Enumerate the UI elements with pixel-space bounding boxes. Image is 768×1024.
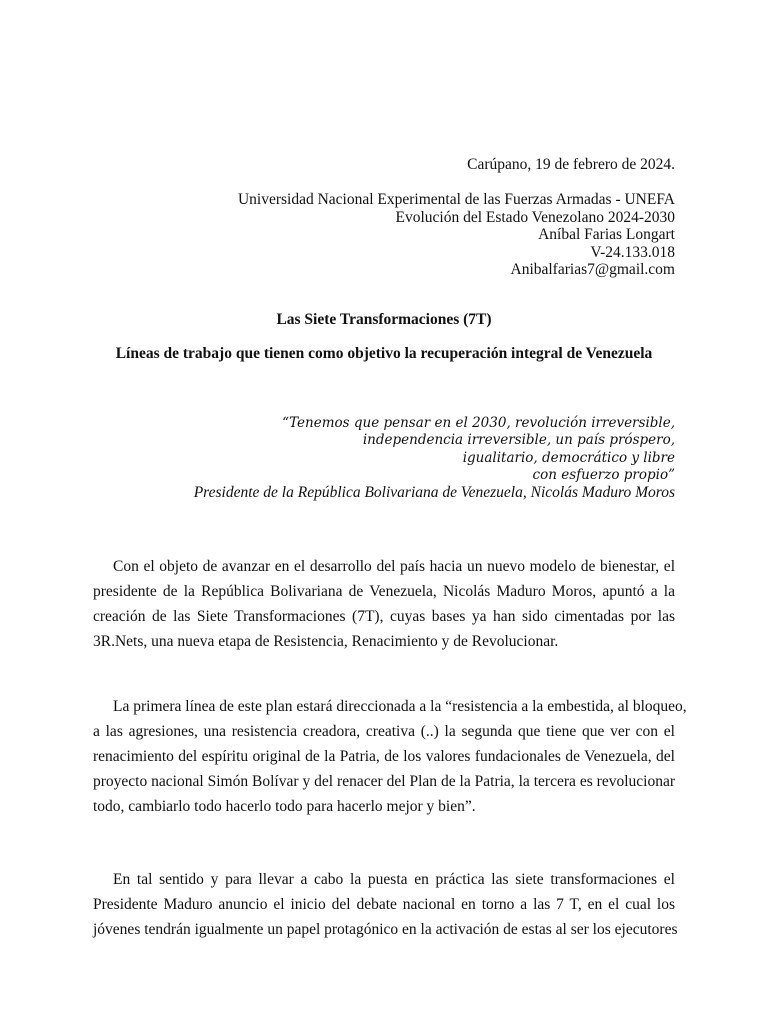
document-subtitle: Líneas de trabajo que tienen como objetivo la recuperación integral de Venezuela	[115, 345, 653, 362]
body-paragraph	[93, 867, 678, 942]
epigraph-line: con esfuerzo propio”	[532, 466, 675, 483]
body-paragraph	[93, 694, 687, 819]
author-name: Aníbal Farias Longart	[538, 226, 675, 243]
paragraph-line: jóvenes tendrán igualmente un papel protagónico en la activación de estas al ser los ejecutores	[93, 921, 678, 938]
paragraph-line: En tal sentido y para llevar a cabo la puesta en práctica las siete transformaciones el	[113, 871, 675, 888]
paragraph-line: creación de las Siete Transformaciones (7T), cuyas bases ya han sido cimentadas por las	[93, 608, 675, 625]
paragraph-line: a las agresiones, una resistencia creadora, creativa (..) la segunda que tiene que ver con el	[93, 723, 675, 740]
epigraph-line: “Tenemos que pensar en el 2030, revolución irreversible,	[282, 415, 675, 431]
paragraph-line: todo, cambiarlo todo hacerlo todo para hacerlo mejor y bien”.	[93, 798, 476, 815]
paragraph-line: renacimiento del espíritu original de la Patria, de los valores fundacionales de Venezuela, del	[93, 748, 675, 765]
epigraph-line: independencia irreversible, un país próspero,	[362, 432, 675, 449]
paragraph-line: 3R.Nets, una nueva etapa de Resistencia, Renacimiento y de Revolucionar.	[93, 633, 559, 650]
document-title: Las Siete Transformaciones (7T)	[276, 311, 492, 328]
epigraph-attribution: Presidente de la República Bolivariana de Venezuela, Nicolás Maduro Moros	[193, 484, 675, 502]
paragraph-line: Presidente Maduro anuncio el inicio del debate nacional en torno a las 7 T, en el cual los	[93, 896, 675, 913]
epigraph-quote	[194, 415, 675, 501]
epigraph-line: igualitario, democrático y libre	[462, 449, 675, 466]
body-paragraph	[93, 554, 675, 654]
paragraph-line: Con el objeto de avanzar en el desarrollo del país hacia un nuevo modelo de bienestar, el	[113, 558, 675, 575]
author-email: Anibalfarias7@gmail.com	[510, 261, 675, 278]
author-id: V-24.133.018	[590, 243, 675, 261]
paragraph-line: presidente de la República Bolivariana de Venezuela, Nicolás Maduro Moros, apuntó a la	[93, 583, 675, 600]
paragraph-line: La primera línea de este plan estará direccionada a la “resistencia a la embestida, al bloqueo,	[113, 698, 687, 715]
course-name: Evolución del Estado Venezolano 2024-2030	[395, 208, 675, 226]
author-header	[238, 191, 675, 279]
institution-name: Universidad Nacional Experimental de las Fuerzas Armadas - UNEFA	[237, 191, 675, 208]
paragraph-line: proyecto nacional Simón Bolívar y del renacer del Plan de la Patria, la tercera es revolucionar	[93, 773, 675, 790]
document-date: Carúpano, 19 de febrero de 2024.	[467, 156, 675, 173]
